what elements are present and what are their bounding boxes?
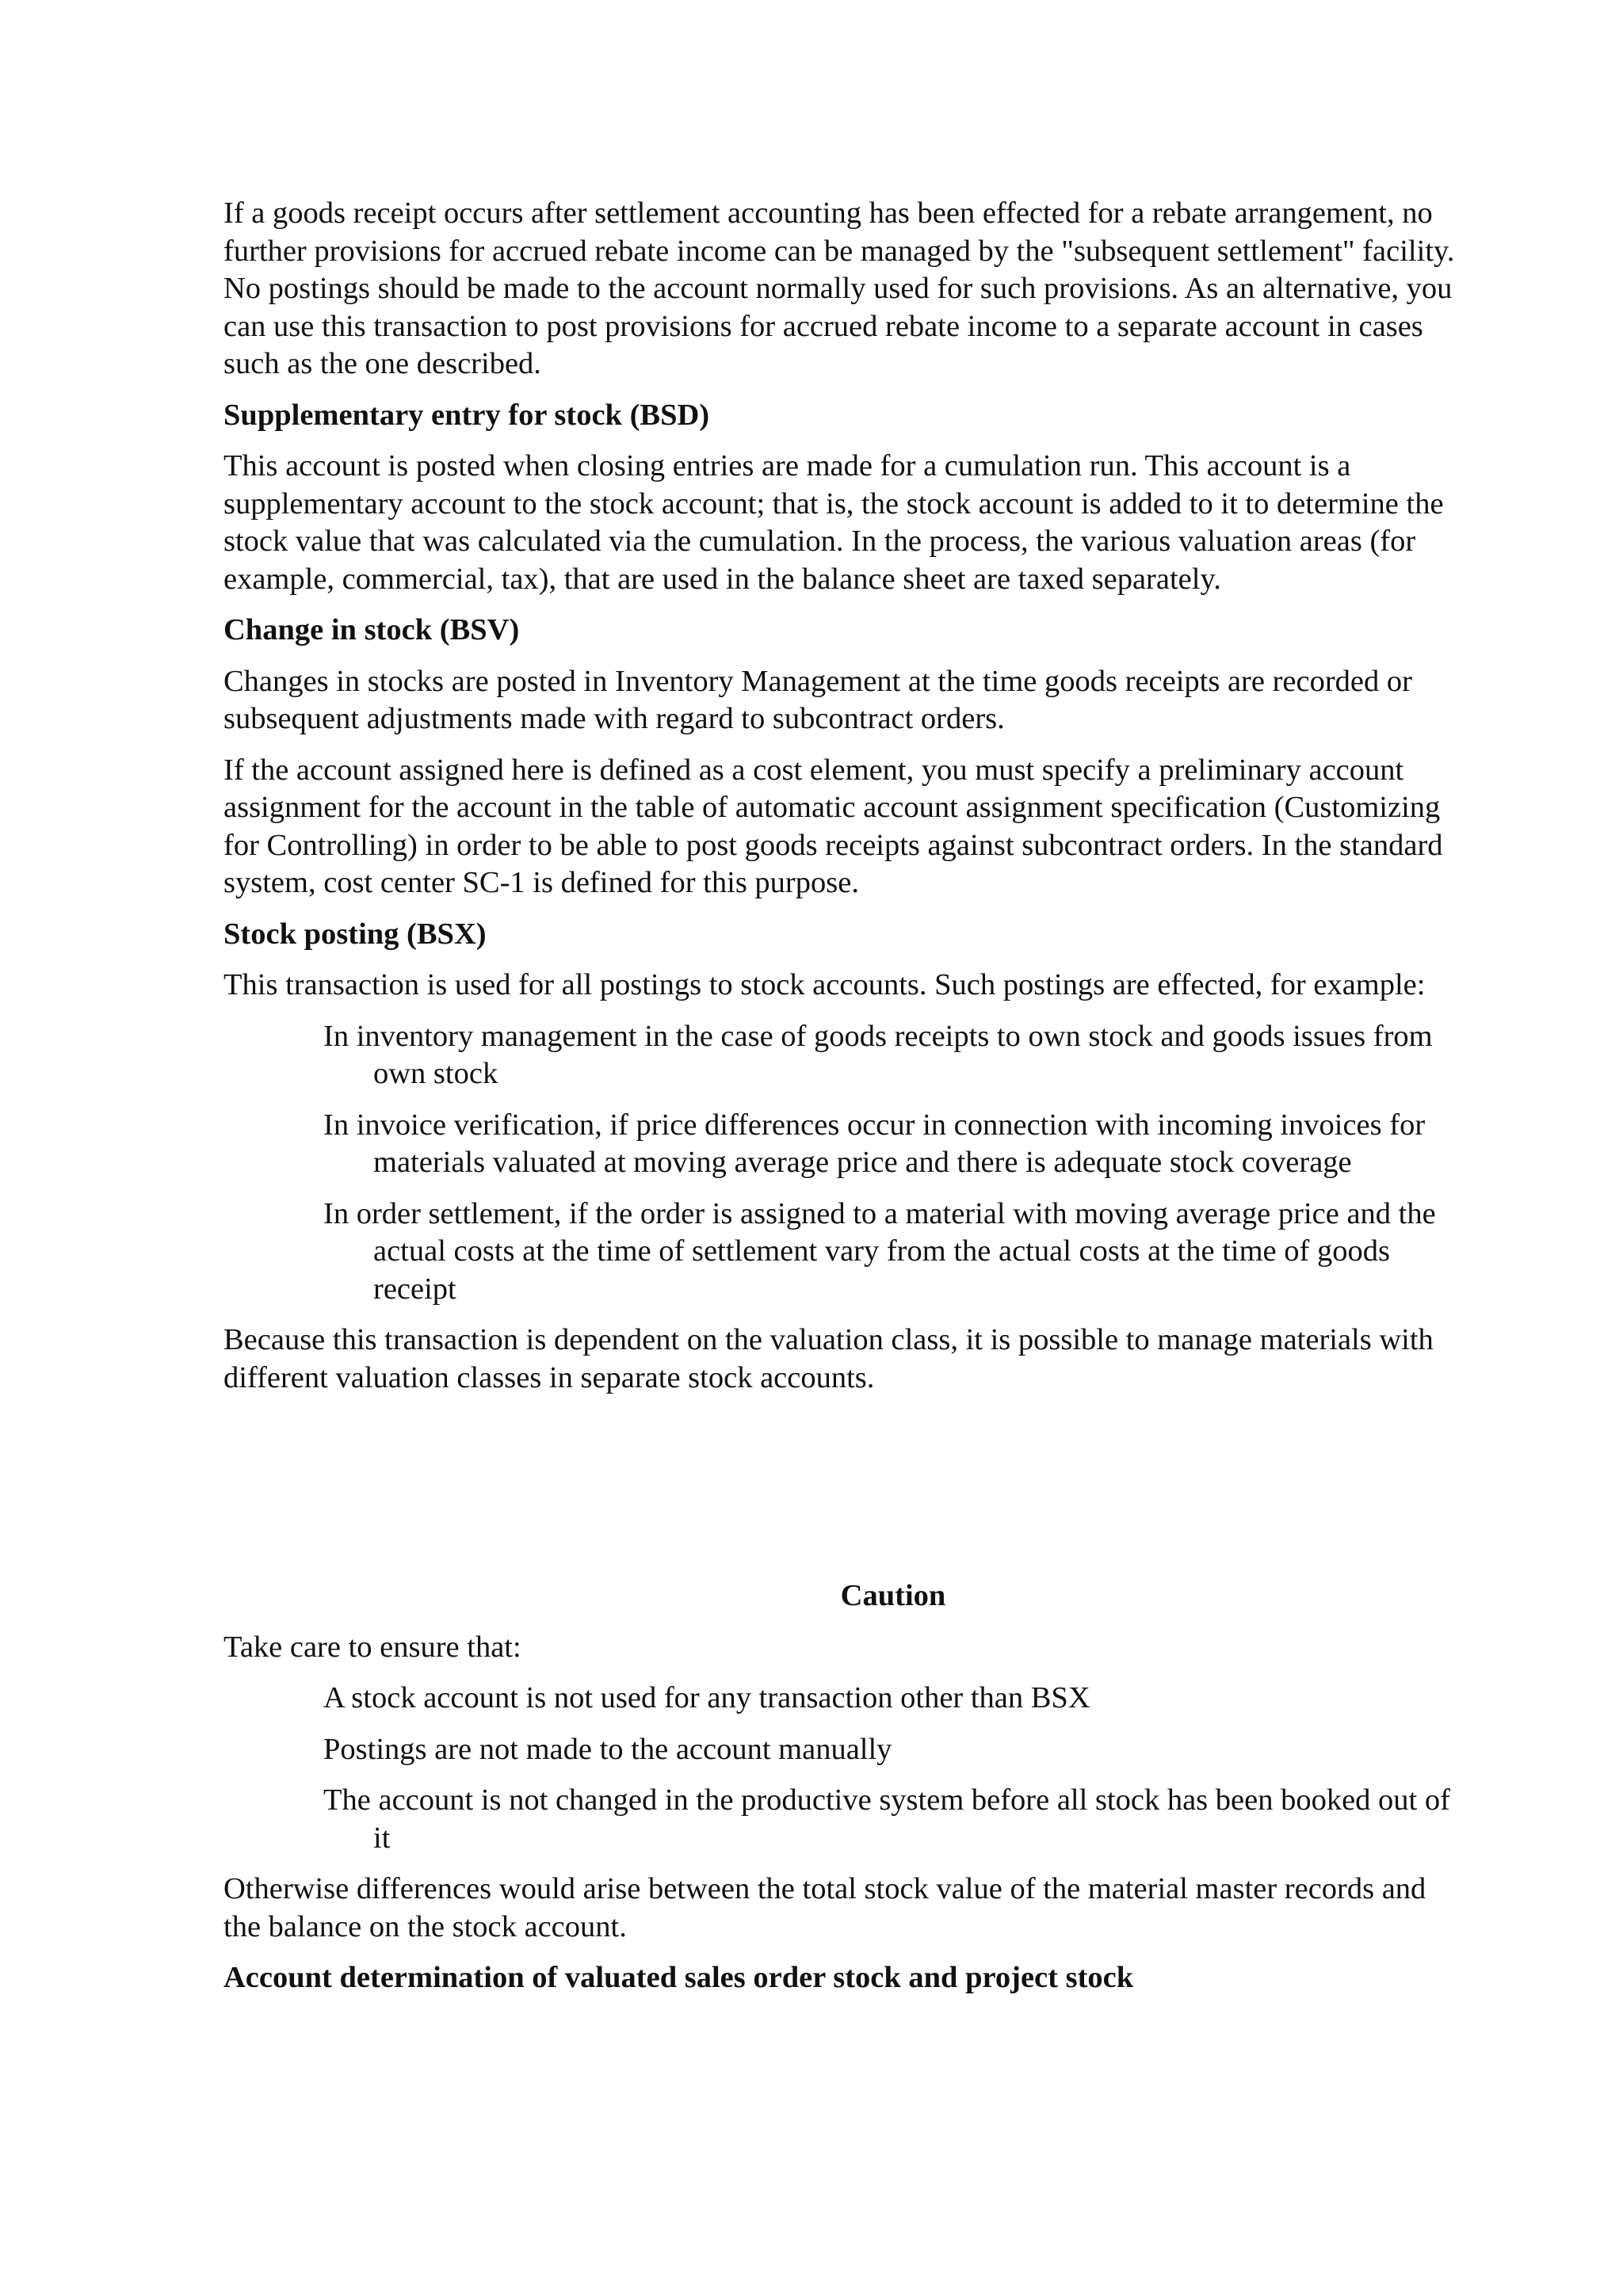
vertical-spacer (223, 1410, 1460, 1577)
final-section-heading: Account determination of valuated sales order stock and project stock (223, 1961, 1134, 1994)
list-item: In invoice verification, if price differences occur in connection with incoming invoices for materials valuated at moving average price and there is adequate stock coverage (323, 1108, 1426, 1179)
list-item: The account is not changed in the productive system before all stock has been booked out of it (323, 1783, 1450, 1855)
section-heading-bsx: Stock posting (BSX) (223, 917, 487, 951)
bsd-paragraph: This account is posted when closing entries are made for a cumulation run. This account is a supplementary account to the stock account; that is, the stock account is added to it to determine the stock value that was calculated via the cumulation. In the process, the various valuation areas (for example, commercial, tax), that are used in the balance sheet are taxed separately. (223, 449, 1444, 596)
list-item: A stock account is not used for any transaction other than BSX (323, 1681, 1090, 1714)
document-page (223, 195, 1460, 2011)
list-item: Postings are not made to the account manually (323, 1732, 892, 1766)
caution-list (223, 1680, 1460, 1857)
bsv-paragraph-2: If the account assigned here is defined as a cost element, you must specify a preliminary account assignment for the account in the table of automatic account assignment specification (Customizing for Controlling) in order to be able to post goods receipts against subcontract orders. In the standard system, cost center SC-1 is defined for this purpose. (223, 753, 1443, 899)
section-heading-bsd: Supplementary entry for stock (BSD) (223, 398, 710, 432)
caution-trailing: Otherwise differences would arise between the total stock value of the material master records and the balance on the stock account. (223, 1872, 1426, 1943)
caution-lead: Take care to ensure that: (223, 1630, 521, 1664)
caution-title: Caution (840, 1579, 946, 1612)
bsx-trailing-paragraph: Because this transaction is dependent on the valuation class, it is possible to manage materials with different valuation classes in separate stock accounts. (223, 1323, 1434, 1394)
section-heading-bsv: Change in stock (BSV) (223, 613, 520, 646)
bsx-lead-paragraph: This transaction is used for all postings to stock accounts. Such postings are effected, for example: (223, 968, 1426, 1001)
intro-paragraph: If a goods receipt occurs after settlement accounting has been effected for a rebate arrangement, no further provisions for accrued rebate income can be managed by the "subsequent settlement" facility. No postings should be made to the account normally used for such provisions. As an alternative, you can use this transaction to post provisions for accrued rebate income to a separate account in cases such as the one described. (223, 196, 1455, 380)
list-item: In inventory management in the case of goods receipts to own stock and goods issues from own stock (323, 1019, 1433, 1090)
bsx-example-list (223, 1018, 1460, 1309)
list-item: In order settlement, if the order is assigned to a material with moving average price and the actual costs at the time of settlement vary from the actual costs at the time of goods receipt (323, 1196, 1436, 1306)
bsv-paragraph-1: Changes in stocks are posted in Inventory Management at the time goods receipts are recorded or subsequent adjustments made with regard to subcontract orders. (223, 664, 1412, 735)
